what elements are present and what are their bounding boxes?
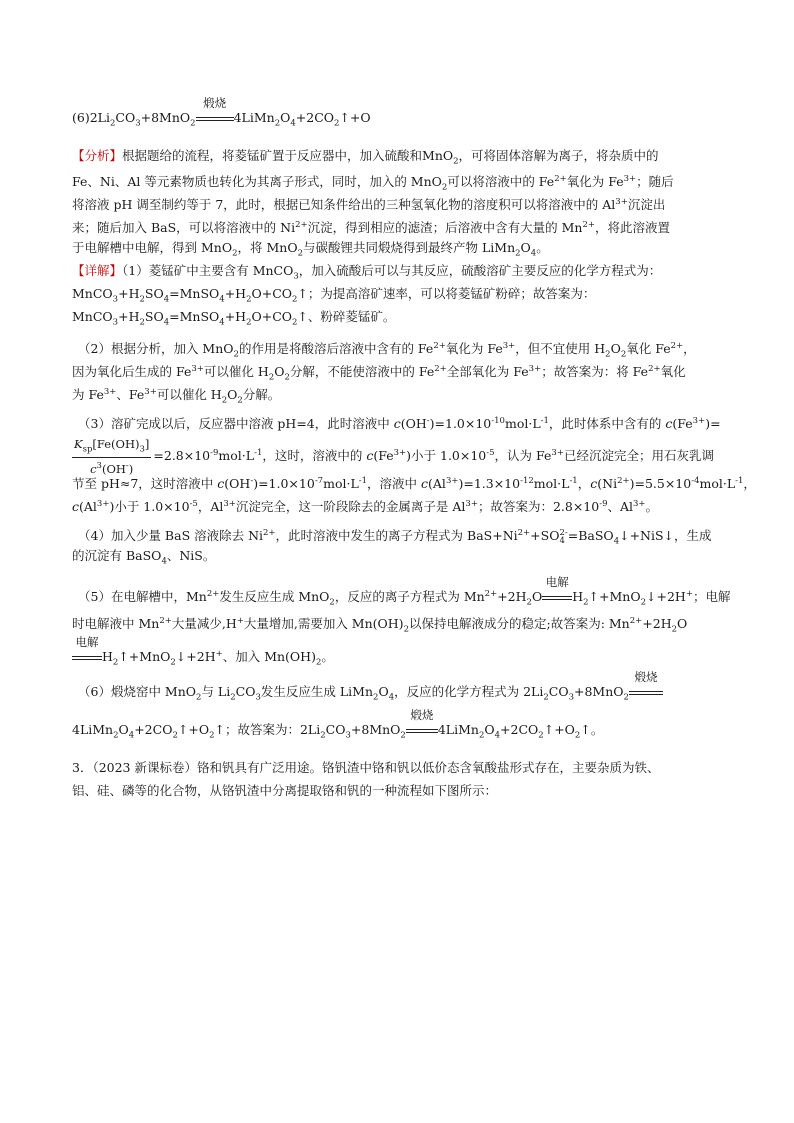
analysis-line-2: Fe、Ni、Al 等元素物质也转化为其离子形式，同时，加入的 MnO$_2$可以将溶液中的 $Fe^{2+}$氧化为 $Fe^{3+}$；随后 <box>72 174 674 193</box>
condition-calcine-3: 煅烧 <box>410 708 434 722</box>
condition-electrolysis-2: 电解 <box>75 635 99 650</box>
detail-5-line-1: （5）在电解槽中，$Mn^{2+}$发生反应生成 MnO$_2$，反应的离子方程式为 $Mn^{2+}+2H_2O$ 电解 $H_2↑+MnO_2↓+2H^+$；电解 <box>78 575 731 608</box>
condition-calcine-2: 煅烧 <box>634 670 658 684</box>
analysis-line-5: 于电解槽中电解，得到 MnO$_2$，将 MnO$_2$与碳酸锂共同煅烧得到最终产物 $LiMn_2O_4$。 <box>72 240 549 259</box>
detail-2-line-1: （2）根据分析，加入 MnO$_2$的作用是将酸溶后溶液中含有的 $Fe^{2+}$氧化为 $Fe^{3+}$，但不宜使用 $H_2O_2$氧化 $Fe^{2+}$， <box>78 341 696 360</box>
ksp-fraction: $\frac{K_{sp}[Fe(OH)_3]}{c^3(OH^-)}$ <box>74 437 150 477</box>
condition-electrolysis: 电解 <box>545 575 569 590</box>
detail-6-line-1: （6）煅烧窑中 MnO$_2$与 $Li_2CO_3$发生反应生成 $LiMn_2O_4$，反应的化学方程式为 $2Li_2CO_3+8MnO_2$ 煅烧 <box>78 684 663 706</box>
detail-3-line-4: $c(Al^{3+})$小于 $1.0\times 10^{-5}$，$Al^{3+}$沉淀完全，这一阶段除去的金属离子是 $Al^{3+}$；故答案为：$2.8\times 10^{-9}$、$Al^{3+}$。 <box>72 499 659 515</box>
detail-label: 【详解】 <box>72 263 123 278</box>
detail-line-1: 【详解】（1）菱锰矿中主要含有 MnCO$_3$，加入硫酸后可以与其反应，硫酸溶矿主要反应的化学方程式为： <box>72 263 662 282</box>
detail-3-line-2: $\frac{K_{sp}[Fe(OH)_3]}{c^3(OH^-)}$ $=2.8\times 10^{-9}mol\cdot L^{-1}$，这时，溶液中的 $c(Fe^{3+})$小于 $1.0\times 10^{-5}$，认为 $Fe^{3+}$已经沉淀完全；用石灰乳调 <box>74 437 714 477</box>
analysis-line-3: 将溶液 pH 调至制约等于 7，此时，根据已知条件给出的三种氢氧化物的溶度积可以将溶液中的 $Al^{3+}$沉淀出 <box>72 197 666 213</box>
detail-6-line-2: $4LiMn_2O_4+2CO_2↑+O_2↑$；故答案为：$2Li_2CO_3+8MnO_2$ 煅烧 $4LiMn_2O_4+2CO_2↑+O_2↑$。 <box>72 708 604 741</box>
detail-line-3: $MnCO_3+H_2SO_4=MnSO_4+H_2O+CO_2↑$、粉碎菱锰矿。 <box>72 309 396 328</box>
detail-5-line-3: 电解 $H_2↑+MnO_2↓+2H^+$、加入 $Mn(OH)_2$。 <box>72 646 334 671</box>
detail-4-line-1: （4）加入少量 BaS 溶液除去 $Ni^{2+}$，此时溶液中发生的离子方程式为 $BaS+Ni^{2+}+SO$ 2- 4 =BaSO$_4$↓+NiS↓，生成 <box>78 527 712 547</box>
analysis-label: 【分析】 <box>72 148 123 163</box>
condition-calcine: 煅烧 <box>203 96 227 110</box>
detail-3-line-3: 节至 pH≈7，这时溶液中 $c(OH^-)=1.0\times 10^{-7}mol\cdot L^{-1}$，溶液中 $c(Al^{3+})=1.3\times 10^{-12}mol\cdot L^{-1}$，$c(Ni^{2+})=5.5\times 10^{-4}mol\cdot L^{-1}$， <box>72 476 756 492</box>
detail-2-line-2: 因为氧化后生成的 $Fe^{3+}$可以催化 $H_2O_2$分解，不能使溶液中的 $Fe^{2+}$全部氧化为 $Fe^{3+}$；故答案为：将 $Fe^{2+}$氧化 <box>72 364 686 383</box>
detail-3-line-1: （3）溶矿完成以后，反应器中溶液 pH=4，此时溶液中 $c(OH^-)=1.0\times 10^{-10}mol\cdot L^{-1}$，此时体系中含有的 $c(Fe^{3+})=$ <box>78 416 721 432</box>
detail-4-line-2: 的沉淀有 BaSO$_4$、NiS。 <box>72 548 216 567</box>
analysis-line-1: 【分析】根据题给的流程，将菱锰矿置于反应器中，加入硫酸和MnO$_2$，可将固体溶解为离子，将杂质中的 <box>72 148 659 167</box>
detail-line-2: $MnCO_3+H_2SO_4=MnSO_4+H_2O+CO_2↑$；为提高溶矿速率，可以将菱锰矿粉碎；故答案为： <box>72 286 596 305</box>
detail-5-line-2: 时电解液中 $Mn^{2+}$大量减少,H+大量增加,需要加入 $Mn(OH)_2$以保持电解液成分的稳定;故答案为: $Mn^{2+}+2H_2O$ <box>72 616 688 635</box>
analysis-line-4: 来；随后加入 BaS，可以将溶液中的 $Ni^{2+}$沉淀，得到相应的滤渣；后溶液中含有大量的 $Mn^{2+}$，将此溶液置 <box>72 220 670 236</box>
question-3-line-2: 铝、硅、磷等的化合物，从铬钒渣中分离提取铬和钒的一种流程如下图所示： <box>72 783 498 798</box>
detail-2-line-3: 为 $Fe^{3+}$、$Fe^{3+}$可以催化 $H_2O_2$分解。 <box>72 387 281 406</box>
answer-6-equation: $(6)2Li_2CO_3+8MnO_2$ 煅烧 $4LiMn_2O_4+2CO_2↑+O$ <box>72 96 371 129</box>
question-3-line-1: 3．（2023 新课标卷）铬和钒具有广泛用途。铬钒渣中铬和钒以低价态含氧酸盐形式存在，主要杂质为铁、 <box>72 760 660 775</box>
